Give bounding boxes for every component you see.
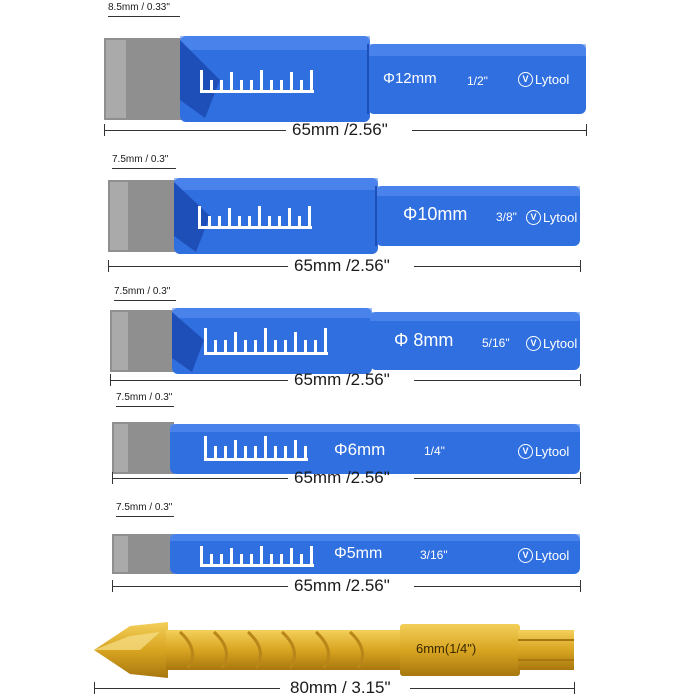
brand-text: Lytool [543,210,578,225]
length-label: 65mm /2.56" [294,576,390,595]
diameter-label: Φ10mm [403,204,468,224]
tip-width-label: 8.5mm / 0.33" [108,2,170,13]
length-label: 65mm /2.56" [294,256,390,275]
inch-label: 5/16" [482,336,510,350]
brand-text: Lytool [535,72,570,87]
tip-width-label: 7.5mm / 0.3" [114,286,171,297]
brand-mark-icon: V [518,444,533,459]
tip-width-label: 7.5mm / 0.3" [116,502,173,513]
inch-label: 3/16" [420,548,448,562]
diameter-label: Φ12mm [383,70,437,87]
hex-shank [518,630,574,670]
diameter-label: Φ 8mm [394,330,454,350]
brand-text: Lytool [543,336,578,351]
length-dimension-line [94,688,280,689]
brand-text: Lytool [535,548,570,563]
tip-width-label: 7.5mm / 0.3" [116,392,173,403]
inch-label: 1/4" [424,444,445,458]
inch-label: 3/8" [496,210,517,224]
brand-mark-icon: V [526,210,541,225]
brand-mark-icon: V [518,548,533,563]
brand-text: Lytool [535,444,570,459]
inch-label: 1/2" [467,74,488,88]
brand-mark-icon: V [518,72,533,87]
tip-width-label: 7.5mm / 0.3" [112,154,169,165]
length-label: 65mm /2.56" [294,468,390,487]
brand-mark-icon: V [526,336,541,351]
diameter-label: Φ6mm [334,440,386,459]
length-label: 80mm / 3.15" [290,678,391,697]
length-label: 65mm /2.56" [292,120,388,139]
shank-size-label: 6mm(1/4") [416,641,477,656]
diameter-label: Φ5mm [334,545,383,562]
length-label: 65mm /2.56" [294,370,390,389]
